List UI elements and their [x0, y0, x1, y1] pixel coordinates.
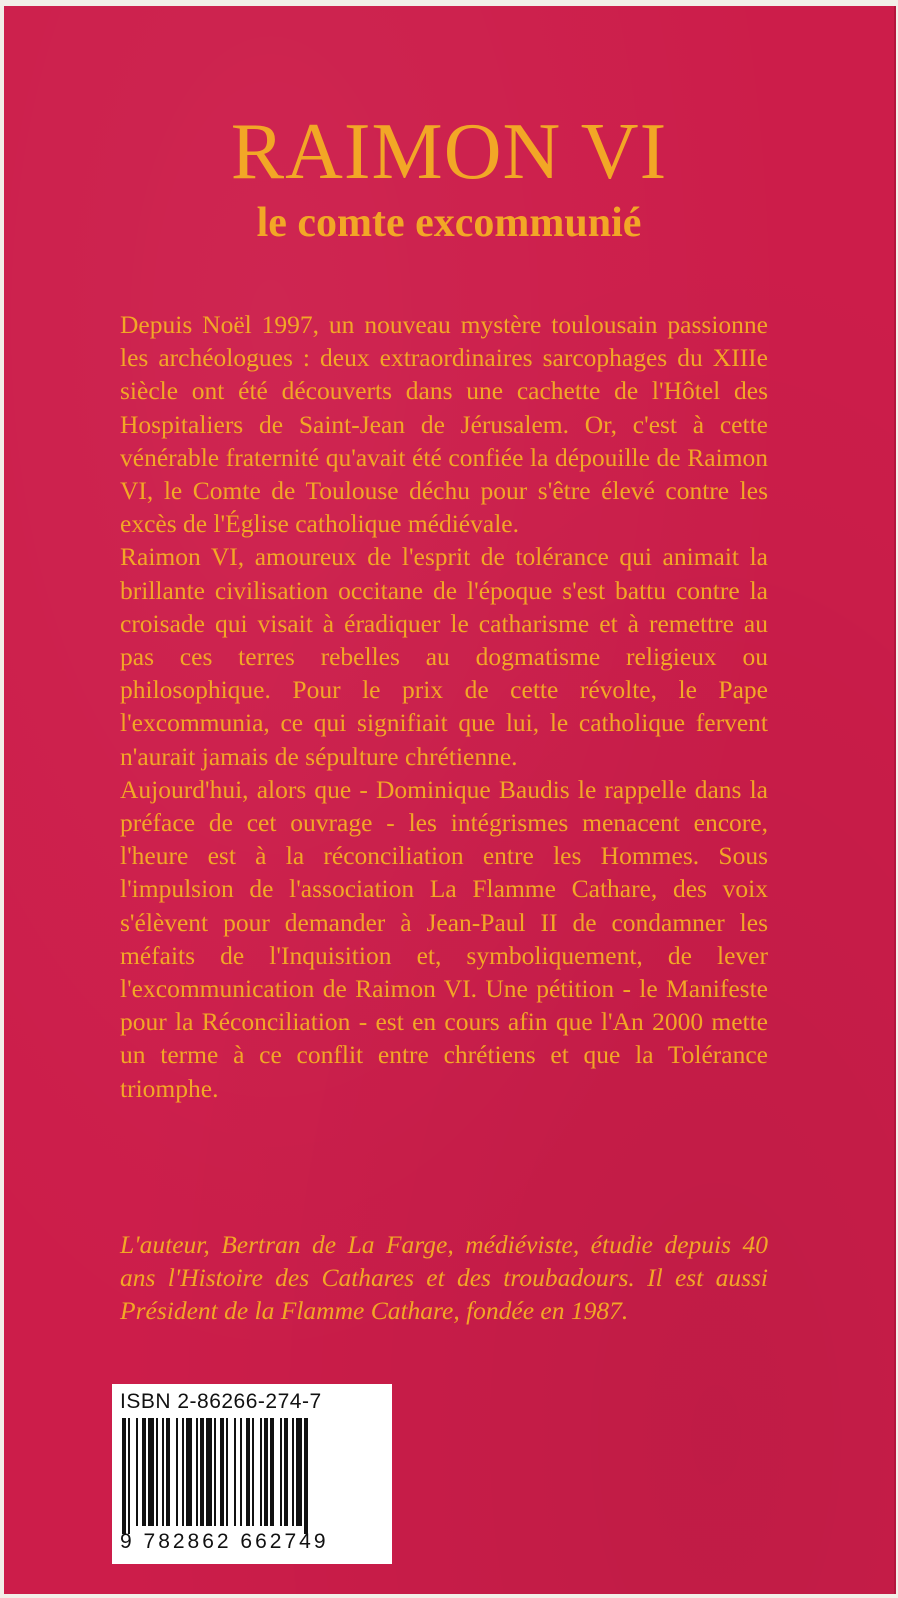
synopsis-paragraph-2: Raimon VI, amoureux de l'esprit de tolérance qui animait la brillante civilisation occitane de l'époque s'est battu contre la croisade qui visait à éradiquer le catharisme et à remettre au pas ces terres rebelles au dogmatisme religieux ou philosophique. Pour le prix de cette révolte, le Pape l'excommunia, ce qui signifiait que lui, le catholique fervent n'aurait jamais de sépulture chrétienne. — [120, 542, 768, 771]
book-subtitle: le comte excommunié — [256, 200, 642, 246]
barcode-icon — [122, 1418, 382, 1534]
book-back-cover — [4, 6, 896, 1594]
barcode-digits: 9 782862 662749 — [120, 1530, 329, 1553]
synopsis-paragraph-1: Depuis Noël 1997, un nouveau mystère toulousain passionne les archéologues : deux extraordinaires sarcophages du XIIIe siècle ont été découverts dans une cachette de l'Hôtel des Hospitaliers de Saint-Jean de Jérusalem. Or, c'est à cette vénérable fraternité qu'avait été confiée la dépouille de Raimon VI, le Comte de Toulouse déchu pour s'être élevé contre les excès de l'Église catholique médiévale. — [120, 310, 768, 539]
title-block — [4, 106, 894, 248]
author-bio: L'auteur, Bertran de La Farge, médiéviste, étudie depuis 40 ans l'Histoire des Cathares et des troubadours. Il est aussi Président de la Flamme Cathare, fondée en 1987. — [120, 1230, 768, 1326]
synopsis-paragraph-3: Aujourd'hui, alors que - Dominique Baudis le rappelle dans la préface de cet ouvrage - les intégrismes menacent encore, l'heure est à la réconciliation entre les Hommes. Sous l'impulsion de l'association La Flamme Cathare, des voix s'élèvent pour demander à Jean-Paul II de condamner les méfaits de l'Inquisition et, symboliquement, de lever l'excommunication de Raimon VI. Une pétition - le Manifeste pour la Réconciliation - est en cours afin que l'An 2000 mette un terme à ce conflit entre chrétiens et que la Tolérance triomphe. — [120, 774, 768, 1103]
book-title: RAIMON VI — [230, 108, 668, 196]
isbn-label: ISBN 2-86266-274-7 — [120, 1390, 322, 1413]
synopsis — [120, 308, 768, 1105]
barcode-panel — [112, 1384, 392, 1564]
